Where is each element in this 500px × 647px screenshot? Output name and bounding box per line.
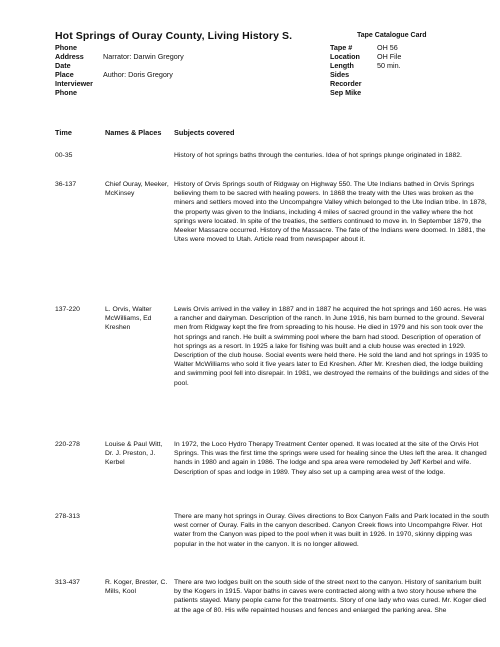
- entry-names: Chief Ouray, Meeker, McKinsey: [105, 181, 169, 197]
- field-label: Address: [55, 52, 84, 61]
- field-date: [55, 61, 325, 70]
- field-label: Recorder: [330, 79, 362, 88]
- entry-text: History of hot springs baths through the centuries. Idea of hot springs plunge originated in 1882.: [174, 152, 462, 159]
- field-value: 50 min.: [377, 61, 401, 70]
- entry-time: 137-220: [55, 306, 80, 313]
- field-address: [55, 52, 325, 61]
- entry-text: In 1972, the Loco Hydro Therapy Treatment Center opened. It was located at the site of the Orvis Hot Springs. This was the first time the springs were used for healing since the Utes left the area. It changed hands in 1980 and again in 1986. The lodge and spa area were remodeled by Jeff Kerbel and wife. Description of spas and lodge in 1989. They also set up a camping area west of the lodge.: [174, 441, 487, 476]
- entry-row: [55, 440, 485, 500]
- entry-row: [55, 512, 489, 572]
- field-length: [330, 61, 490, 70]
- field-value: OH File: [377, 52, 402, 61]
- entry-text: There are two lodges built on the south side of the street next to the canyon. History of sanitarium built by the Kogers in 1915. Vapor baths in caves were contracted along with a two story house where the patients stayed. Many people came for the treatments. Story of one lady who was cured. Mr. Koger died at the age of 80. His wife repainted houses and fences and enlarged the parking area. She: [174, 579, 487, 614]
- entry-time: 313-437: [55, 579, 80, 586]
- field-place: [55, 70, 325, 79]
- header-right-fields: [330, 43, 490, 97]
- entry-time: 278-313: [55, 513, 80, 520]
- card-label: Tape Catalogue Card: [357, 32, 427, 39]
- field-phone: [55, 43, 325, 52]
- column-header-time: Time: [55, 128, 72, 137]
- field-label: Phone: [55, 43, 77, 52]
- entry-time: 36-137: [55, 181, 77, 188]
- field-label: Sep Mike: [330, 88, 362, 97]
- entry-row: [55, 305, 489, 420]
- field-label: Length: [330, 61, 354, 70]
- field-sides: [330, 70, 490, 79]
- field-label: Date: [55, 61, 71, 70]
- entry-text: There are many hot springs in Ouray. Gives directions to Box Canyon Falls and Park located in the south west corner of Ouray. Falls in the canyon described. Canyon Creek flows into Uncompahgre River. Hot water from the Canyon was piped to the pool when it was built in 1926. In 1970, skinny dipping was popular in the hot water in the canyon. It is no longer allowed.: [174, 513, 489, 548]
- field-tape-number: [330, 43, 490, 52]
- column-header-subjects: Subjects covered: [174, 128, 235, 137]
- entry-text: History of Orvis Springs south of Ridgway on Highway 550. The Ute Indians bathed in Orvis Springs believing them to be sacred with healing powers. In 1868 the treaty with the Utes was broken as the miners and settlers moved into the Uncompahgre Valley which belonged to the Ute Indian tribe. In 1878, the property was given to the Indians, including 4 miles of sacred ground in the valley where the hot springs were located. In spite of the treaties, the settlers continued to move in. In September 1879, the Meeker Massacre occurred. History of the Massacre. The fate of the Indians were doomed. In 1881, the Utes were moved to Utah. Article read from newspaper about it.: [174, 181, 487, 244]
- entry-names: Louise & Paul Witt, Dr. J. Preston, J. Kerbel: [105, 441, 163, 466]
- entry-text: Lewis Orvis arrived in the valley in 1887 and in 1887 he acquired the hot springs and 160 acres. He was a rancher and dairyman. Description of the ranch. In June 1916, his barn burned to the ground. Several men from Ridgway kept the fire from spreading to his house. He died in 1979 and his son took over the hot springs and ranch. He built a swimming pool where the barn had stood. Description of operation of hot springs as a resort. In 1925 a lake for fishing was built and a club house was erected in 1929. Description of the club house. Social events were held there. He sold the land and hot springs in 1935 to Walter McWilliams who sold it five years later to Ed Kreshen. After Mr. Kreshen died, the lodge building and swimming pool fell into disrepair. In 1981, we destroyed the remains of the buildings and sides of the pool.: [174, 306, 489, 387]
- document-title: Hot Springs of Ouray County, Living History S.: [55, 30, 293, 42]
- field-recorder: [330, 79, 490, 88]
- header-left-fields: [55, 43, 325, 97]
- field-value: Narrator: Darwin Gregory: [103, 52, 184, 61]
- entry-names: L. Orvis, Walter McWilliams, Ed Kreshen: [105, 306, 152, 331]
- entry-time: 00-35: [55, 152, 73, 159]
- field-value: Author: Doris Gregory: [103, 70, 173, 79]
- entry-time: 220-278: [55, 441, 80, 448]
- entry-row: [55, 151, 485, 171]
- entry-names: R. Koger, Brester, C. Mills, Kool: [105, 579, 168, 595]
- field-label: Interviewer: [55, 79, 93, 88]
- field-label: Sides: [330, 70, 350, 79]
- entry-row: [55, 180, 485, 275]
- field-value: OH 56: [377, 43, 398, 52]
- field-location: [330, 52, 490, 61]
- field-label: Location: [330, 52, 360, 61]
- field-sep-mike: [330, 88, 490, 97]
- field-label: Place: [55, 70, 74, 79]
- column-header-names: Names & Places: [105, 128, 162, 137]
- entry-row: [55, 578, 485, 638]
- field-interviewer: [55, 79, 325, 88]
- field-label: Phone: [55, 88, 77, 97]
- field-phone-2: [55, 88, 325, 97]
- field-label: Tape #: [330, 43, 353, 52]
